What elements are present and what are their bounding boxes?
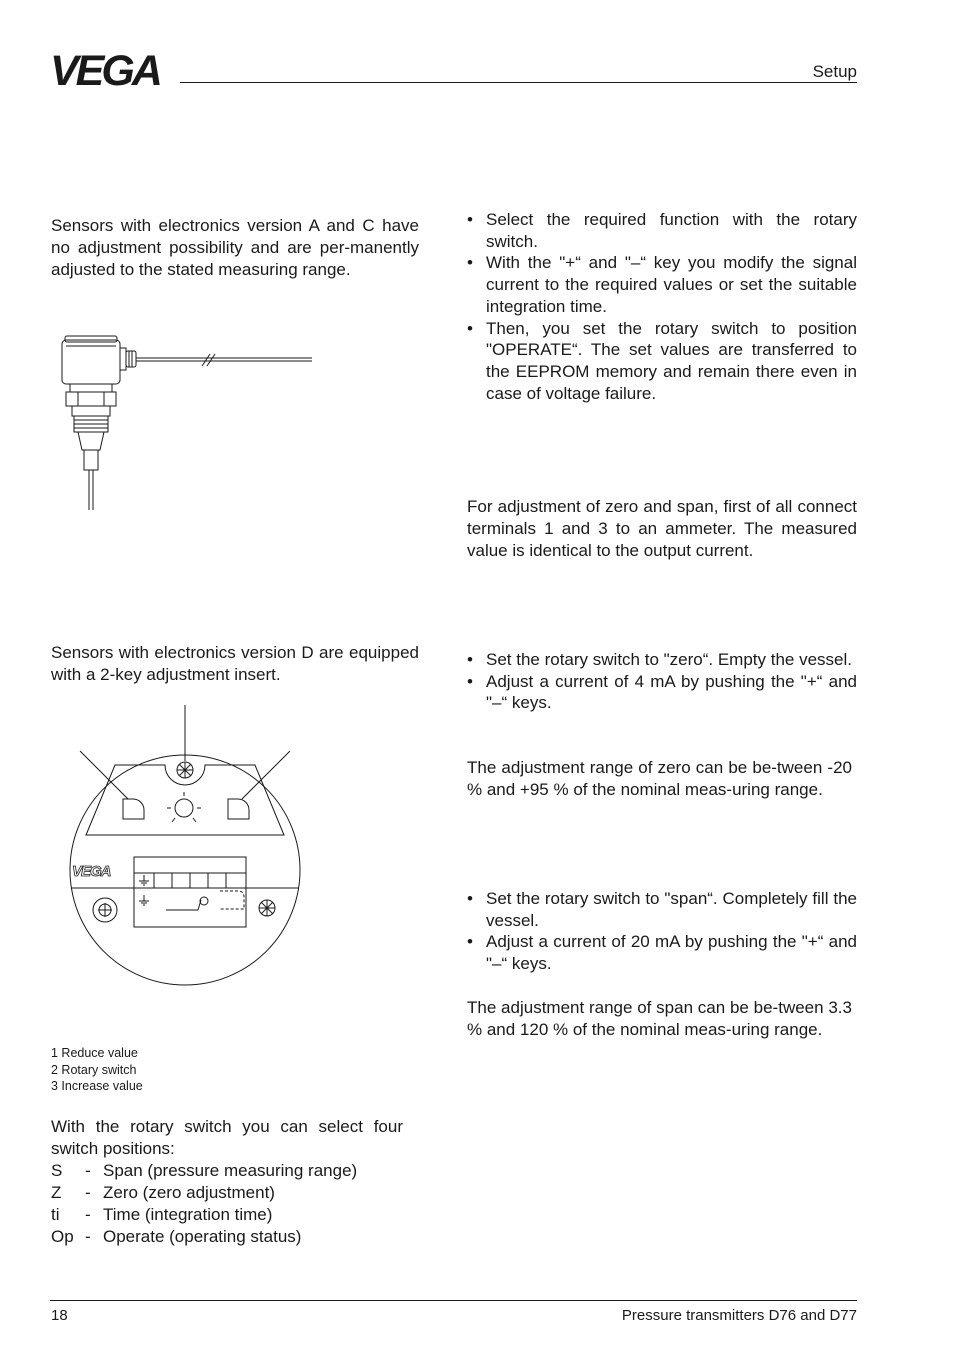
position-description: Time (integration time)	[103, 1205, 273, 1224]
span-range-paragraph: The adjustment range of span can be be-tween 3.3 % and 120 % of the nominal meas-uring range.	[467, 998, 852, 1039]
general-steps-list	[467, 209, 857, 404]
list-item: • Then, you set the rotary switch to position "OPERATE“. The set values are transferred to the EEPROM memory and remain there even in case of voltage failure.	[467, 318, 857, 405]
position-separator: -	[85, 1161, 91, 1180]
intro-d-paragraph: Sensors with electronics version D are equipped with a 2-key adjustment insert.	[51, 643, 419, 684]
increase-value-key	[228, 799, 249, 819]
position-description: Operate (operating status)	[103, 1227, 302, 1246]
intro-ac-paragraph: Sensors with electronics version A and C have no adjustment possibility and are per-manently adjusted to the stated measuring range.	[51, 216, 419, 279]
legend-item: 1 Reduce value	[51, 1046, 138, 1060]
span-steps-list	[467, 888, 857, 975]
footer-rule	[50, 1300, 857, 1301]
ammeter-paragraph: For adjustment of zero and span, first of all connect terminals 1 and 3 to an ammeter. The measured value is identical to the output current.	[467, 497, 857, 560]
list-item: • Set the rotary switch to "zero“. Empty the vessel.	[467, 649, 857, 671]
zero-steps-list	[467, 649, 857, 714]
position-code: ti	[51, 1205, 60, 1224]
list-item: • With the "+“ and "–“ key you modify the signal current to the required values or set the suitable integration time.	[467, 252, 857, 317]
position-row	[51, 1160, 421, 1182]
vega-logo-graphic	[50, 47, 172, 95]
terminal-block	[134, 857, 246, 927]
position-code: Z	[51, 1183, 62, 1202]
position-code: Op	[51, 1227, 74, 1246]
position-separator: -	[85, 1205, 91, 1224]
page-number: 18	[51, 1307, 68, 1324]
reduce-value-key	[123, 799, 144, 819]
logo-lettering: VEGA	[50, 47, 160, 95]
position-separator: -	[85, 1183, 91, 1202]
position-description: Zero (zero adjustment)	[103, 1183, 275, 1202]
left-screw-icon	[93, 898, 117, 922]
sensor-drawing	[56, 332, 316, 514]
header-rule	[180, 82, 857, 83]
list-item: • Select the required function with the rotary switch.	[467, 209, 857, 252]
position-description: Span (pressure measuring range)	[103, 1161, 358, 1180]
position-separator: -	[85, 1227, 91, 1246]
adjustment-insert-drawing	[70, 705, 302, 987]
list-item: • Adjust a current of 4 mA by pushing the "+“ and "–“ keys.	[467, 671, 857, 714]
vega-logo	[50, 47, 172, 95]
section-label: Setup	[812, 62, 857, 81]
right-screw-icon	[259, 900, 275, 916]
legend-item: 3 Increase value	[51, 1079, 143, 1093]
rotary-switch-icon	[167, 792, 201, 822]
insert-logo: VEGA	[72, 863, 111, 880]
list-item: • Adjust a current of 20 mA by pushing the "+“ and "–“ keys.	[467, 931, 857, 974]
position-code: S	[51, 1161, 63, 1180]
switch-intro: With the rotary switch you can select four switch positions:	[51, 1117, 403, 1158]
zero-range-paragraph: The adjustment range of zero can be be-tween -20 % and +95 % of the nominal meas-uring range.	[467, 758, 852, 799]
list-item: • Set the rotary switch to "span“. Completely fill the vessel.	[467, 888, 857, 931]
position-row	[51, 1226, 421, 1248]
position-row	[51, 1204, 421, 1226]
document-title: Pressure transmitters D76 and D77	[621, 1307, 857, 1324]
switch-positions	[51, 1116, 421, 1248]
top-screw-icon	[177, 762, 193, 778]
figure-legend	[51, 1045, 143, 1095]
legend-item: 2 Rotary switch	[51, 1062, 137, 1077]
position-row	[51, 1182, 421, 1204]
